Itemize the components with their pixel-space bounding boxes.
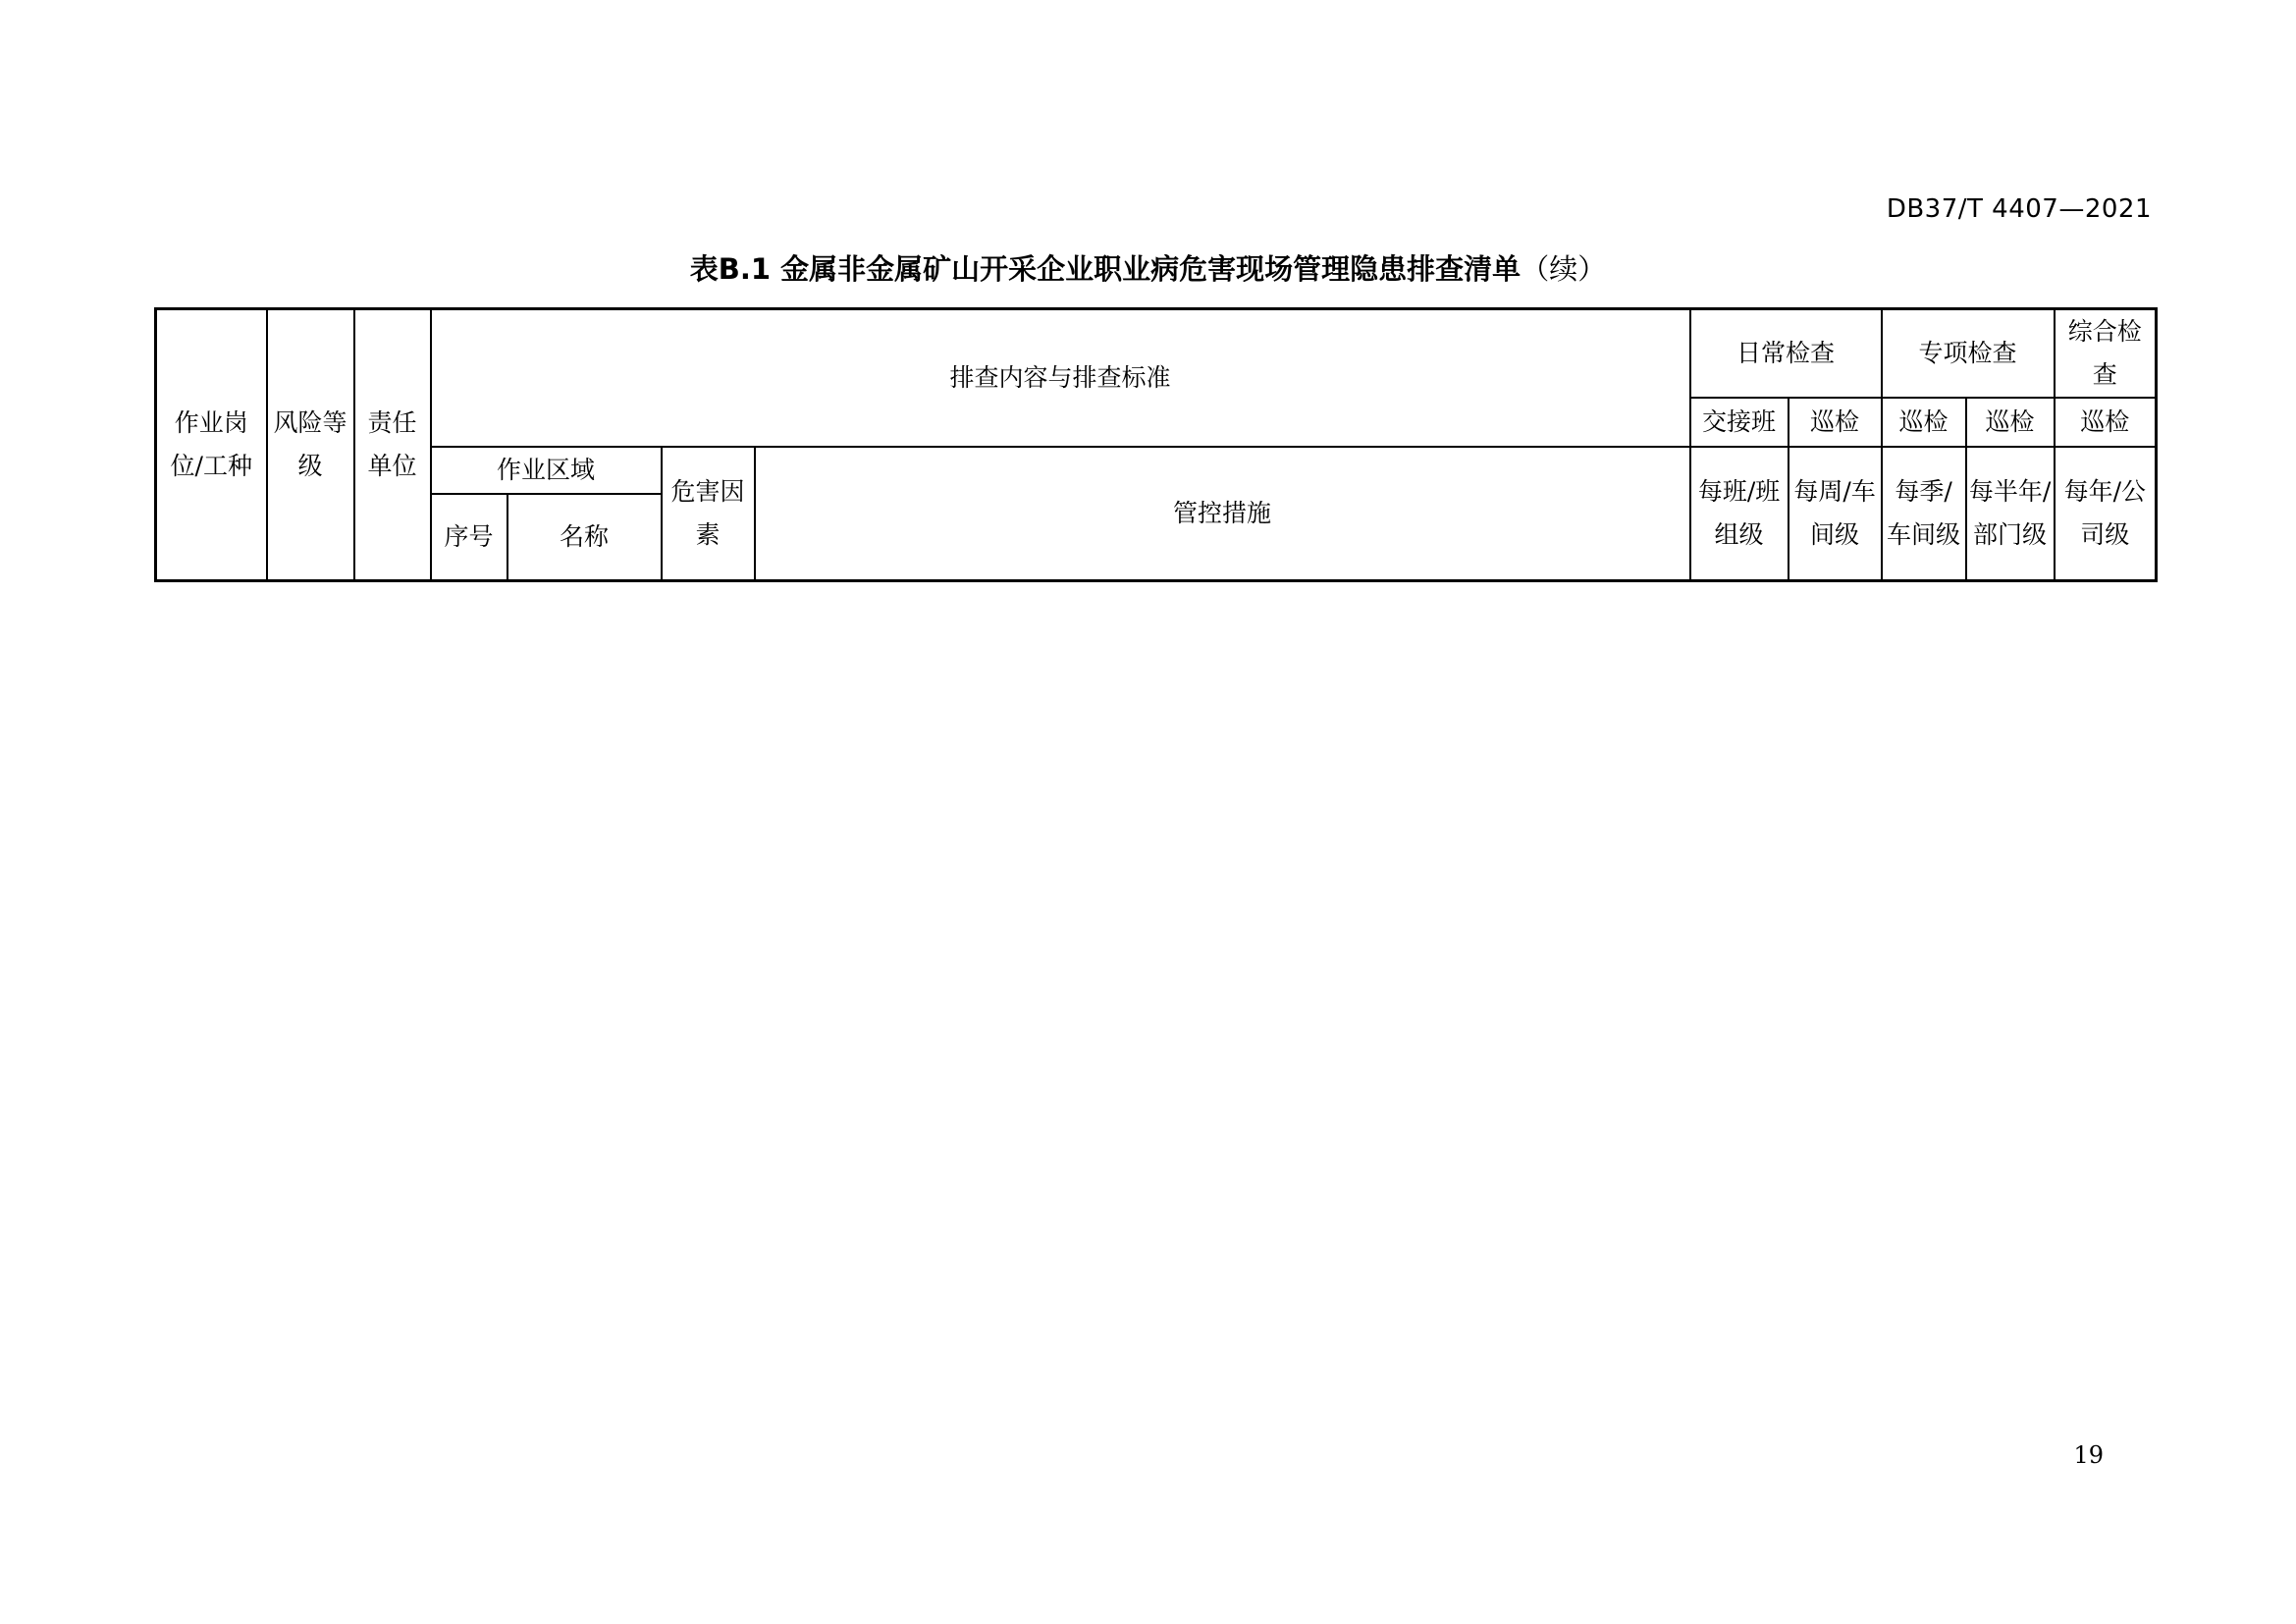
col-header-freq-year: 每年/公司级 bbox=[2055, 447, 2157, 581]
col-header-freq-shift: 每班/班组级 bbox=[1690, 447, 1789, 581]
col-header-hazard: 危害因素 bbox=[662, 447, 755, 581]
col-header-control-measures: 管控措施 bbox=[755, 447, 1690, 581]
col-header-freq-halfyear: 每半年/部门级 bbox=[1966, 447, 2055, 581]
table-title-text: 表B.1 金属非金属矿山开采企业职业病危害现场管理隐患排查清单 bbox=[689, 252, 1522, 286]
col-header-work-area-group bbox=[431, 447, 662, 581]
col-header-freq-week: 每周/车间级 bbox=[1789, 447, 1882, 581]
col-header-content-standard: 排查内容与排查标准 bbox=[431, 309, 1690, 448]
col-header-name: 名称 bbox=[559, 522, 609, 551]
col-header-patrol-special-2: 巡检 bbox=[1966, 398, 2055, 447]
table-title-suffix: （续） bbox=[1521, 252, 1607, 286]
page-number: 19 bbox=[2073, 1441, 2104, 1469]
inspection-table bbox=[154, 307, 2158, 582]
col-header-handover: 交接班 bbox=[1690, 398, 1789, 447]
col-header-patrol-special-1: 巡检 bbox=[1882, 398, 1966, 447]
col-header-work-area-sub bbox=[432, 495, 661, 579]
col-header-post: 作业岗位/工种 bbox=[156, 309, 267, 581]
standard-code: DB37/T 4407—2021 bbox=[1886, 194, 2152, 224]
col-header-special-check: 专项检查 bbox=[1882, 309, 2055, 399]
col-header-patrol-comprehensive: 巡检 bbox=[2055, 398, 2157, 447]
col-header-seq: 序号 bbox=[432, 495, 508, 579]
col-header-daily-check: 日常检查 bbox=[1690, 309, 1882, 399]
table-title bbox=[0, 247, 2296, 288]
col-header-freq-quarter: 每季/车间级 bbox=[1882, 447, 1966, 581]
col-header-patrol-daily: 巡检 bbox=[1789, 398, 1882, 447]
col-header-comprehensive-check: 综合检查 bbox=[2055, 309, 2157, 399]
col-header-work-area: 作业区域 bbox=[432, 448, 661, 495]
col-header-responsible-unit: 责任单位 bbox=[354, 309, 431, 581]
col-header-risk-level: 风险等级 bbox=[267, 309, 354, 581]
